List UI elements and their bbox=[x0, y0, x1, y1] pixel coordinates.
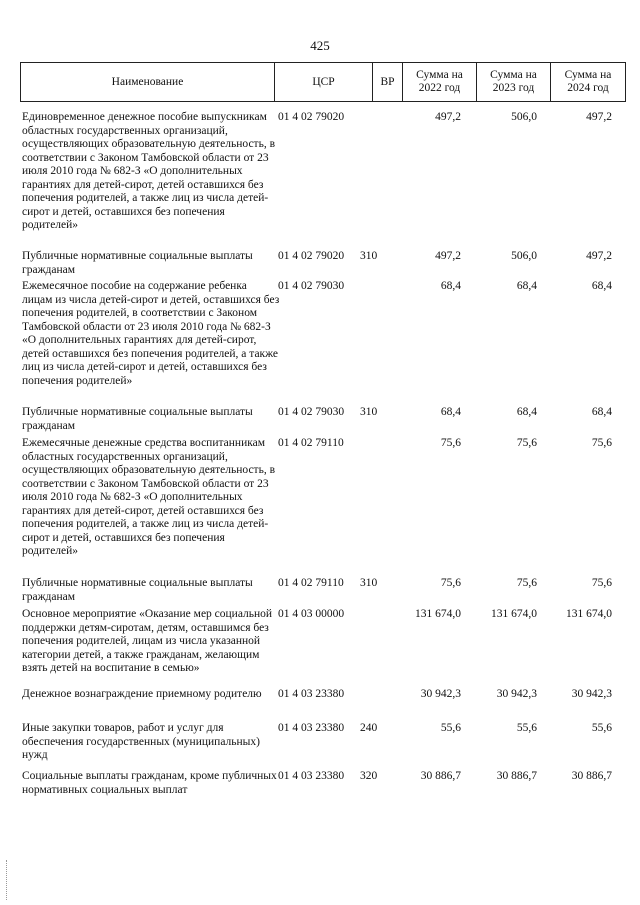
row-csr: 01 4 02 79110 bbox=[278, 437, 344, 449]
row-sum-2023: 506,0 bbox=[511, 250, 537, 262]
row-vr: 320 bbox=[360, 770, 378, 782]
row-sum-2024: 30 942,3 bbox=[571, 688, 612, 700]
row-sum-2024: 75,6 bbox=[591, 577, 612, 589]
header-csr: ЦСР bbox=[275, 63, 373, 101]
row-sum-2022: 497,2 bbox=[435, 111, 461, 123]
row-name: Иные закупки товаров, работ и услуг для обеспечения государственных (муниципальных) нужд bbox=[22, 722, 260, 761]
row-name: Ежемесячные денежные средства воспитанникам областных государственных организаций, осуществляющих образовательную деятельность, в соответствии с Законом Тамбовской области от 23 июля 2010 года № 682-З «О дополнительных гарантиях для детей-сирот, детей оставшихся без попечения родителей, а также лиц из числа детей-сирот и детей, оставшихся без попечения родителей» bbox=[22, 437, 275, 557]
row-sum-2022: 55,6 bbox=[440, 722, 461, 734]
row-name: Денежное вознаграждение приемному родителю bbox=[22, 688, 262, 700]
row-sum-2023: 75,6 bbox=[516, 437, 537, 449]
row-csr: 01 4 02 79030 bbox=[278, 280, 345, 292]
row-sum-2024: 55,6 bbox=[591, 722, 612, 734]
row-sum-2022: 68,4 bbox=[440, 406, 461, 418]
row-sum-2023: 131 674,0 bbox=[491, 608, 537, 620]
row-sum-2023: 30 886,7 bbox=[496, 770, 537, 782]
row-sum-2022: 75,6 bbox=[440, 577, 461, 589]
row-sum-2024: 30 886,7 bbox=[571, 770, 612, 782]
row-sum-2024: 75,6 bbox=[591, 437, 612, 449]
row-csr: 01 4 02 79020 bbox=[278, 250, 345, 262]
row-sum-2023: 506,0 bbox=[511, 111, 537, 123]
row-csr: 01 4 03 23380 bbox=[278, 688, 345, 700]
row-name: Публичные нормативные социальные выплаты гражданам bbox=[22, 250, 253, 276]
row-sum-2023: 55,6 bbox=[516, 722, 537, 734]
row-sum-2024: 131 674,0 bbox=[566, 608, 612, 620]
table-header bbox=[20, 62, 626, 102]
header-sum-2024: Сумма на 2024 год bbox=[564, 69, 612, 94]
row-vr: 310 bbox=[360, 250, 378, 262]
row-sum-2024: 497,2 bbox=[586, 111, 612, 123]
row-name: Ежемесячное пособие на содержание ребенка лицам из числа детей-сирот и детей, оставшихся без попечения родителей, в соответствии с Законом Тамбовской области от 23 июля 2010 года № 682-З «О дополнительных гарантиях для детей-сирот, детей оставшихся без попечения родителей, а также лиц из числа детей-сирот и детей, оставшихся без попечения родителей» bbox=[22, 280, 280, 387]
row-sum-2023: 30 942,3 bbox=[496, 688, 537, 700]
row-csr: 01 4 02 79020 bbox=[278, 111, 345, 123]
header-sum-2022: Сумма на 2022 год bbox=[403, 63, 477, 101]
row-vr: 310 bbox=[360, 577, 378, 589]
scan-margin-mark bbox=[6, 860, 9, 900]
row-sum-2023: 75,6 bbox=[516, 577, 537, 589]
row-name: Публичные нормативные социальные выплаты гражданам bbox=[22, 406, 253, 432]
page-number: 425 bbox=[310, 38, 330, 53]
row-sum-2022: 30 942,3 bbox=[420, 688, 461, 700]
row-sum-2022: 30 886,7 bbox=[420, 770, 461, 782]
header-name: Наименование bbox=[21, 63, 275, 101]
row-name: Основное мероприятие «Оказание мер социальной поддержки детям-сиротам, детям, оставшимся без попечения родителей, лицам из числа указанной категории детей, а также гражданам, желающим взять детей на воспитание в семью» bbox=[22, 608, 273, 674]
row-name: Социальные выплаты гражданам, кроме публичных нормативных социальных выплат bbox=[22, 770, 277, 796]
header-sum-2023: Сумма на 2023 год bbox=[477, 63, 551, 101]
row-name: Публичные нормативные социальные выплаты гражданам bbox=[22, 577, 253, 603]
row-sum-2022: 68,4 bbox=[440, 280, 461, 292]
row-sum-2024: 68,4 bbox=[591, 406, 612, 418]
row-sum-2022: 75,6 bbox=[440, 437, 461, 449]
row-name: Единовременное денежное пособие выпускникам областных государственных организаций, осуществляющих образовательную деятельность, в соответствии с Законом Тамбовской области от 23 июля 2010 года № 682-З «О дополнительных гарантиях для детей-сирот, детей оставшихся без попечения родителей, а также лиц из числа детей-сирот и детей, оставшихся без попечения родителей» bbox=[22, 111, 275, 231]
row-sum-2024: 68,4 bbox=[591, 280, 612, 292]
row-sum-2022: 497,2 bbox=[435, 250, 461, 262]
row-sum-2024: 497,2 bbox=[586, 250, 612, 262]
row-csr: 01 4 03 00000 bbox=[278, 608, 345, 620]
header-vr: ВР bbox=[373, 63, 403, 101]
row-sum-2023: 68,4 bbox=[516, 280, 537, 292]
row-vr: 240 bbox=[360, 722, 378, 734]
row-csr: 01 4 02 79110 bbox=[278, 577, 344, 589]
row-vr: 310 bbox=[360, 406, 378, 418]
row-sum-2022: 131 674,0 bbox=[415, 608, 461, 620]
row-csr: 01 4 03 23380 bbox=[278, 722, 345, 734]
row-sum-2023: 68,4 bbox=[516, 406, 537, 418]
row-csr: 01 4 03 23380 bbox=[278, 770, 345, 782]
row-csr: 01 4 02 79030 bbox=[278, 406, 345, 418]
